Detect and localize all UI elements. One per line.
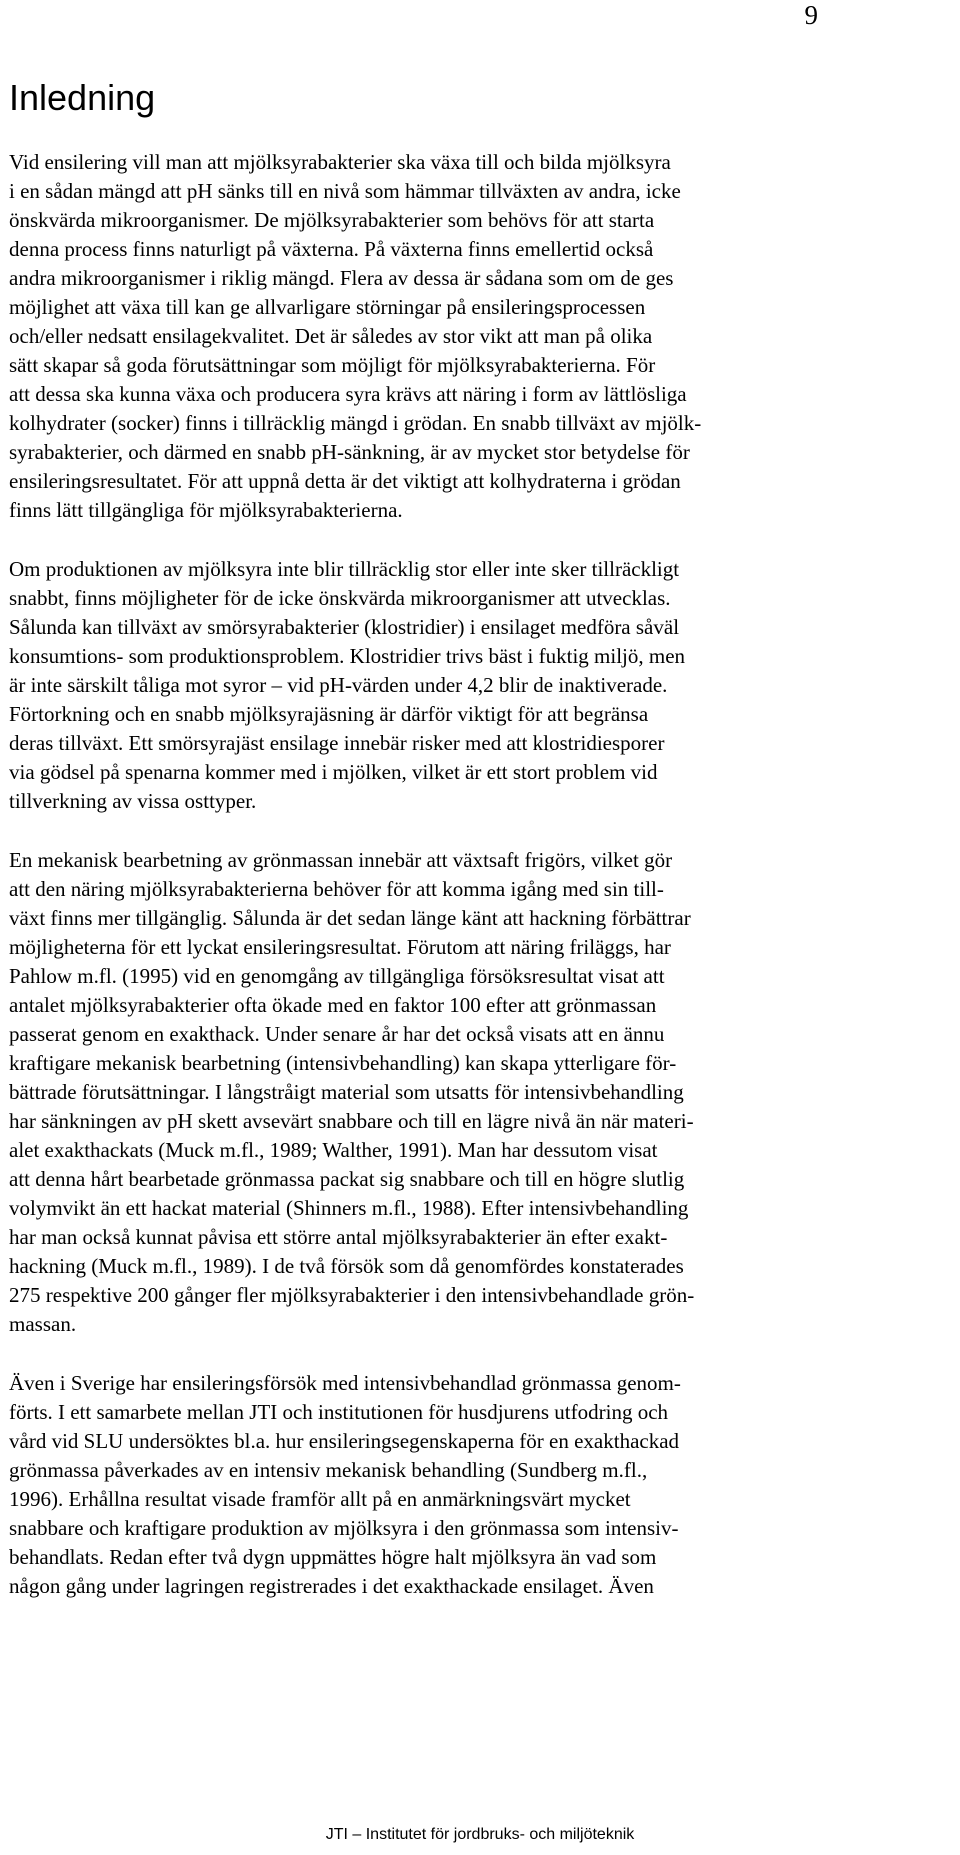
text-line: i en sådan mängd att pH sänks till en nivå som hämmar tillväxten av andra, icke [9,179,681,203]
text-line: ensileringsresultatet. För att uppnå detta är det viktigt att kolhydraterna i grödan [9,469,681,493]
text-line: finns lätt tillgängliga för mjölksyrabakterierna. [9,498,403,522]
text-line: massan. [9,1312,77,1336]
paragraph [9,555,809,816]
text-line: möjligheterna för ett lyckat ensileringsresultat. Förutom att näring friläggs, har [9,935,671,959]
text-line: bättrade förutsättningar. I långstråigt material som utsatts för intensivbehandling [9,1080,684,1104]
text-line: antalet mjölksyrabakterier ofta ökade med en faktor 100 efter att grönmassan [9,993,657,1017]
text-line: någon gång under lagringen registrerades i det exakthackade ensilaget. Även [9,1574,654,1598]
text-line: alet exakthackats (Muck m.fl., 1989; Walther, 1991). Man har dessutom visat [9,1138,658,1162]
text-line: att den näring mjölksyrabakterierna behöver för att komma igång med sin till- [9,877,664,901]
text-line: passerat genom en exakthack. Under senare år har det också visats att en ännu [9,1022,665,1046]
text-line: vård vid SLU undersöktes bl.a. hur ensileringsegenskaperna för en exakthackad [9,1429,680,1453]
text-line: att dessa ska kunna växa och producera syra krävs att näring i form av lättlösliga [9,382,687,406]
text-line: är inte särskilt tåliga mot syror – vid pH-värden under 4,2 blir de inaktiverade. [9,673,668,697]
text-line: 275 respektive 200 gånger fler mjölksyrabakterier i den intensivbehandlade grön- [9,1283,695,1307]
text-line: volymvikt än ett hackat material (Shinners m.fl., 1988). Efter intensivbehandling [9,1196,689,1220]
text-line: snabbt, finns möjligheter för de icke önskvärda mikroorganismer att utvecklas. [9,586,671,610]
paragraph [9,148,809,525]
text-line: har sänkningen av pH skett avsevärt snabbare och till en lägre nivå än när materi- [9,1109,694,1133]
text-line: kraftigare mekanisk bearbetning (intensivbehandling) kan skapa ytterligare för- [9,1051,677,1075]
text-line: denna process finns naturligt på växterna. På växterna finns emellertid också [9,237,654,261]
text-line: snabbare och kraftigare produktion av mjölksyra i den grönmassa som intensiv- [9,1516,679,1540]
text-line: via gödsel på spenarna kommer med i mjölken, vilket är ett stort problem vid [9,760,658,784]
text-line: deras tillväxt. Ett smörsyrajäst ensilage innebär risker med att klostridiesporer [9,731,665,755]
text-line: Även i Sverige har ensileringsförsök med intensivbehandlad grönmassa genom- [9,1371,681,1395]
body-text [9,148,809,1631]
page-number: 9 [804,0,818,30]
text-line: har man också kunnat påvisa ett större antal mjölksyrabakterier än efter exakt- [9,1225,668,1249]
paragraph [9,846,809,1339]
paragraph [9,1369,809,1601]
text-line: kolhydrater (socker) finns i tillräcklig mängd i grödan. En snabb tillväxt av mjölk- [9,411,702,435]
text-line: växt finns mer tillgänglig. Sålunda är det sedan länge känt att hackning förbättrar [9,906,691,930]
text-line: konsumtions- som produktionsproblem. Klostridier trivs bäst i fuktig miljö, men [9,644,686,668]
page-footer: JTI – Institutet för jordbruks- och miljöteknik [325,1826,635,1843]
section-heading: Inledning [9,77,156,118]
text-line: att denna hårt bearbetade grönmassa packat sig snabbare och till en högre slutlig [9,1167,685,1191]
text-line: förts. I ett samarbete mellan JTI och institutionen för husdjurens utfodring och [9,1400,669,1424]
text-line: sätt skapar så goda förutsättningar som möjligt för mjölksyrabakterierna. För [9,353,656,377]
text-line: Pahlow m.fl. (1995) vid en genomgång av tillgängliga försöksresultat visat att [9,964,665,988]
text-line: Förtorkning och en snabb mjölksyrajäsning är därför viktigt för att begränsa [9,702,649,726]
text-line: tillverkning av vissa osttyper. [9,789,257,813]
text-line: Sålunda kan tillväxt av smörsyrabakterier (klostridier) i ensilaget medföra såväl [9,615,680,639]
text-line: andra mikroorganismer i riklig mängd. Flera av dessa är sådana som om de ges [9,266,674,290]
text-line: syrabakterier, och därmed en snabb pH-sänkning, är av mycket stor betydelse för [9,440,690,464]
text-line: grönmassa påverkades av en intensiv mekanisk behandling (Sundberg m.fl., [9,1458,648,1482]
text-line: önskvärda mikroorganismer. De mjölksyrabakterier som behövs för att starta [9,208,655,232]
text-line: behandlats. Redan efter två dygn uppmättes högre halt mjölksyra än vad som [9,1545,657,1569]
text-line: hackning (Muck m.fl., 1989). I de två försök som då genomfördes konstaterades [9,1254,684,1278]
text-line: och/eller nedsatt ensilagekvalitet. Det är således av stor vikt att man på olika [9,324,653,348]
text-line: 1996). Erhållna resultat visade framför allt på en anmärkningsvärt mycket [9,1487,631,1511]
text-line: Vid ensilering vill man att mjölksyrabakterier ska växa till och bilda mjölksyra [9,150,671,174]
text-line: En mekanisk bearbetning av grönmassan innebär att växtsaft frigörs, vilket gör [9,848,673,872]
text-line: möjlighet att växa till kan ge allvarligare störningar på ensileringsprocessen [9,295,646,319]
text-line: Om produktionen av mjölksyra inte blir tillräcklig stor eller inte sker tillräckligt [9,557,680,581]
